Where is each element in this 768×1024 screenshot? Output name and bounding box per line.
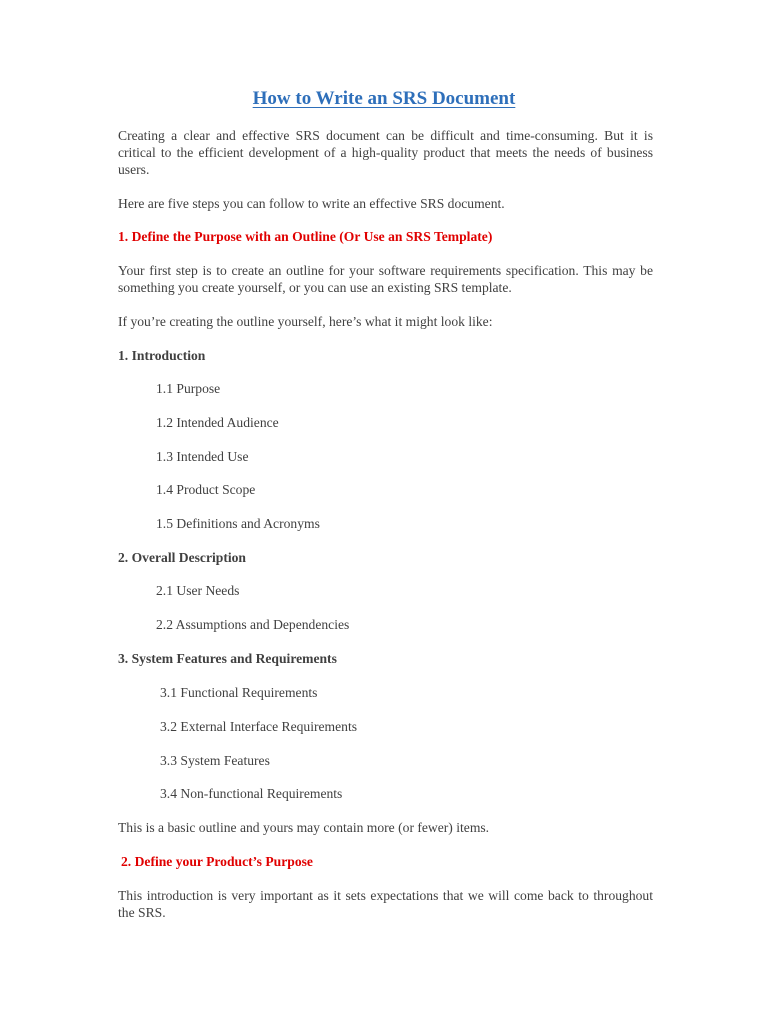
intro-paragraph: Creating a clear and effective SRS document can be difficult and time-consuming. But it is critical to the efficient development of a high-quality product that meets the needs of business users.	[118, 128, 653, 177]
outline-item: 1.1 Purpose	[156, 381, 221, 396]
outline-item: 3.4 Non-functional Requirements	[160, 786, 343, 801]
document-title: How to Write an SRS Document	[252, 88, 516, 109]
step1-paragraph-2: If you’re creating the outline yourself, here’s what it might look like:	[118, 314, 493, 329]
outline-section-heading: 1. Introduction	[118, 348, 206, 363]
steps-intro-paragraph: Here are five steps you can follow to write an effective SRS document.	[118, 196, 505, 211]
outline-item: 1.5 Definitions and Acronyms	[156, 516, 320, 531]
outline-section-heading: 3. System Features and Requirements	[118, 651, 337, 666]
step1-paragraph-1: Your first step is to create an outline for your software requirements specification. This may be something you create yourself, or you can use an existing SRS template.	[118, 263, 653, 295]
step2-heading: 2. Define your Product’s Purpose	[121, 854, 313, 869]
outline-note: This is a basic outline and yours may contain more (or fewer) items.	[118, 820, 490, 835]
outline-item: 2.1 User Needs	[156, 583, 240, 598]
step2-paragraph-1: This introduction is very important as it sets expectations that we will come back to throughout the SRS.	[118, 888, 653, 920]
outline-item: 2.2 Assumptions and Dependencies	[156, 617, 350, 632]
outline-section-heading: 2. Overall Description	[118, 550, 246, 565]
outline-item: 1.3 Intended Use	[156, 449, 249, 464]
outline-item: 1.2 Intended Audience	[156, 415, 279, 430]
step1-heading: 1. Define the Purpose with an Outline (Or Use an SRS Template)	[118, 229, 493, 244]
outline-item: 1.4 Product Scope	[156, 482, 256, 497]
outline-item: 3.3 System Features	[160, 753, 270, 768]
outline-item: 3.2 External Interface Requirements	[160, 719, 358, 734]
outline-item: 3.1 Functional Requirements	[160, 685, 318, 700]
